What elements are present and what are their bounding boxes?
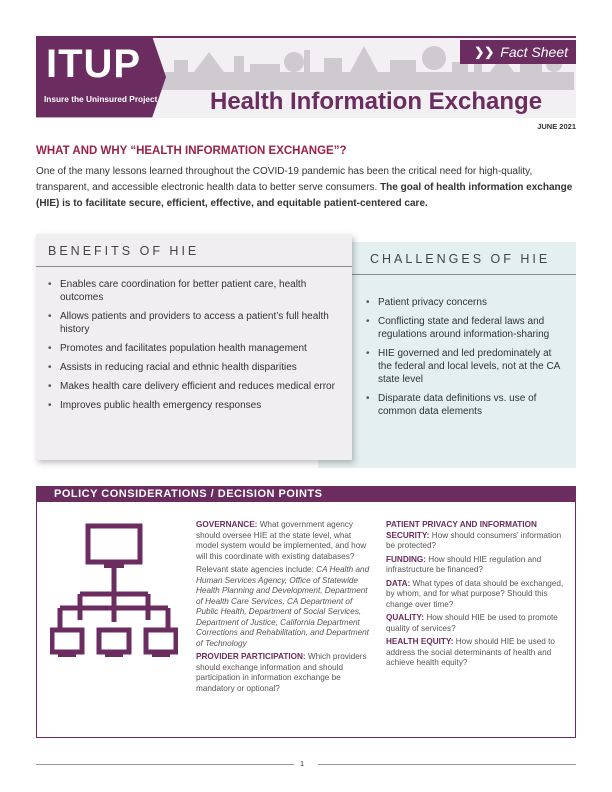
benefits-divider (36, 266, 352, 267)
intro-text: One of the many lessons learned throughout the COVID-19 pandemic has been the critical need for high-quality, transparent, and accessible electronic health data to better serve consumers. (36, 166, 533, 193)
list-item: • Assists in reducing racial and ethnic health disparities (48, 361, 338, 374)
equity-label: HEALTH EQUITY: (386, 637, 454, 646)
list-item: • Makes health care delivery efficient and reduces medical error (48, 380, 338, 393)
footer-divider-left (36, 764, 294, 765)
fact-sheet-tab (460, 40, 576, 64)
quality-text: How should HIE be used to promote quality of services? (386, 613, 558, 633)
list-item: • Improves public health emergency responses (48, 399, 338, 412)
list-item: • Enables care coordination for better patient care, health outcomes (48, 278, 338, 304)
data-text: What types of data should be exchanged, by whom, and for what purpose? Should this change over time? (386, 578, 564, 609)
data-question (386, 579, 566, 611)
equity-text: How should HIE be used to address the social determinants of health and achieve health equity? (386, 637, 555, 667)
intro-paragraph (36, 164, 576, 212)
list-item: • Promotes and facilitates population health management (48, 342, 338, 355)
agencies-note (196, 565, 370, 649)
privacy-text: How should consumers’ information be protected? (386, 530, 562, 550)
funding-label: FUNDING: (386, 554, 427, 564)
provider-text: Which providers should exchange information and should participation in information exchange be mandatory or optional? (196, 652, 367, 693)
policy-column-left (196, 520, 370, 697)
agencies-list: CA Health and Human Services Agency, Office of Statewide Health Planning and Development, Department of Health Care Services, CA Department of Public Health, Department of Social Services, Department of Justice, California Department Corrections and Rehabilitation, and Department of Technology (196, 565, 370, 648)
governance-question (196, 520, 370, 562)
list-item: • Allows patients and providers to access a patient’s full health history (48, 310, 338, 336)
intro-bold-text: The goal of health information exchange (HIE) is to facilitate secure, efficient, effective, and equitable patient-centered care. (36, 182, 573, 209)
list-item: • Conflicting state and federal laws and regulations around information-sharing (366, 315, 566, 341)
data-label: DATA: (386, 578, 411, 588)
list-item: • Disparate data definitions vs. use of common data elements (366, 392, 566, 418)
quality-question (386, 613, 566, 634)
privacy-question (386, 520, 566, 552)
logo-subtitle: Insure the Uninsured Project (44, 94, 158, 104)
chevron-right-icon: ❯❯ (474, 45, 495, 59)
challenges-title: CHALLENGES OF HIE (370, 252, 551, 266)
benefits-title: BENEFITS OF HIE (48, 244, 200, 258)
fact-sheet-label: Fact Sheet (500, 44, 568, 60)
provider-question (196, 652, 370, 694)
benefits-list (48, 278, 338, 418)
quality-label: QUALITY: (386, 613, 425, 622)
challenges-divider (352, 274, 576, 275)
equity-question (386, 637, 566, 669)
publication-date: JUNE 2021 (537, 122, 576, 131)
page-title: Health Information Exchange (210, 88, 543, 115)
page-number: 1 (300, 759, 305, 768)
list-item: • Patient privacy concerns (366, 296, 566, 309)
privacy-label: PATIENT PRIVACY AND INFORMATION SECURITY: (386, 520, 537, 540)
funding-text: How should HIE regulation and infrastructure be financed? (386, 554, 542, 574)
governance-text: What government agency should oversee HIE at the state level, what model system would be implemented, and how will this coordinate with existing databases? (196, 520, 367, 561)
provider-label: PROVIDER PARTICIPATION: (196, 652, 306, 661)
intro-heading: WHAT AND WHY “HEALTH INFORMATION EXCHANGE”? (36, 145, 347, 157)
footer-divider-right (318, 764, 576, 765)
governance-label: GOVERNANCE: (196, 520, 258, 529)
policy-column-right (386, 520, 566, 672)
challenges-list (366, 296, 566, 424)
network-computers-icon (50, 522, 178, 672)
list-item: • HIE governed and led predominately at the federal and local levels, not at the CA state level (366, 347, 566, 386)
page-header (36, 36, 576, 118)
itup-logo: ITUP (46, 42, 142, 86)
agencies-intro: Relevant state agencies include: (196, 565, 317, 574)
policy-title: POLICY CONSIDERATIONS / DECISION POINTS (36, 486, 340, 502)
benefits-panel (36, 234, 352, 460)
funding-question (386, 555, 566, 576)
